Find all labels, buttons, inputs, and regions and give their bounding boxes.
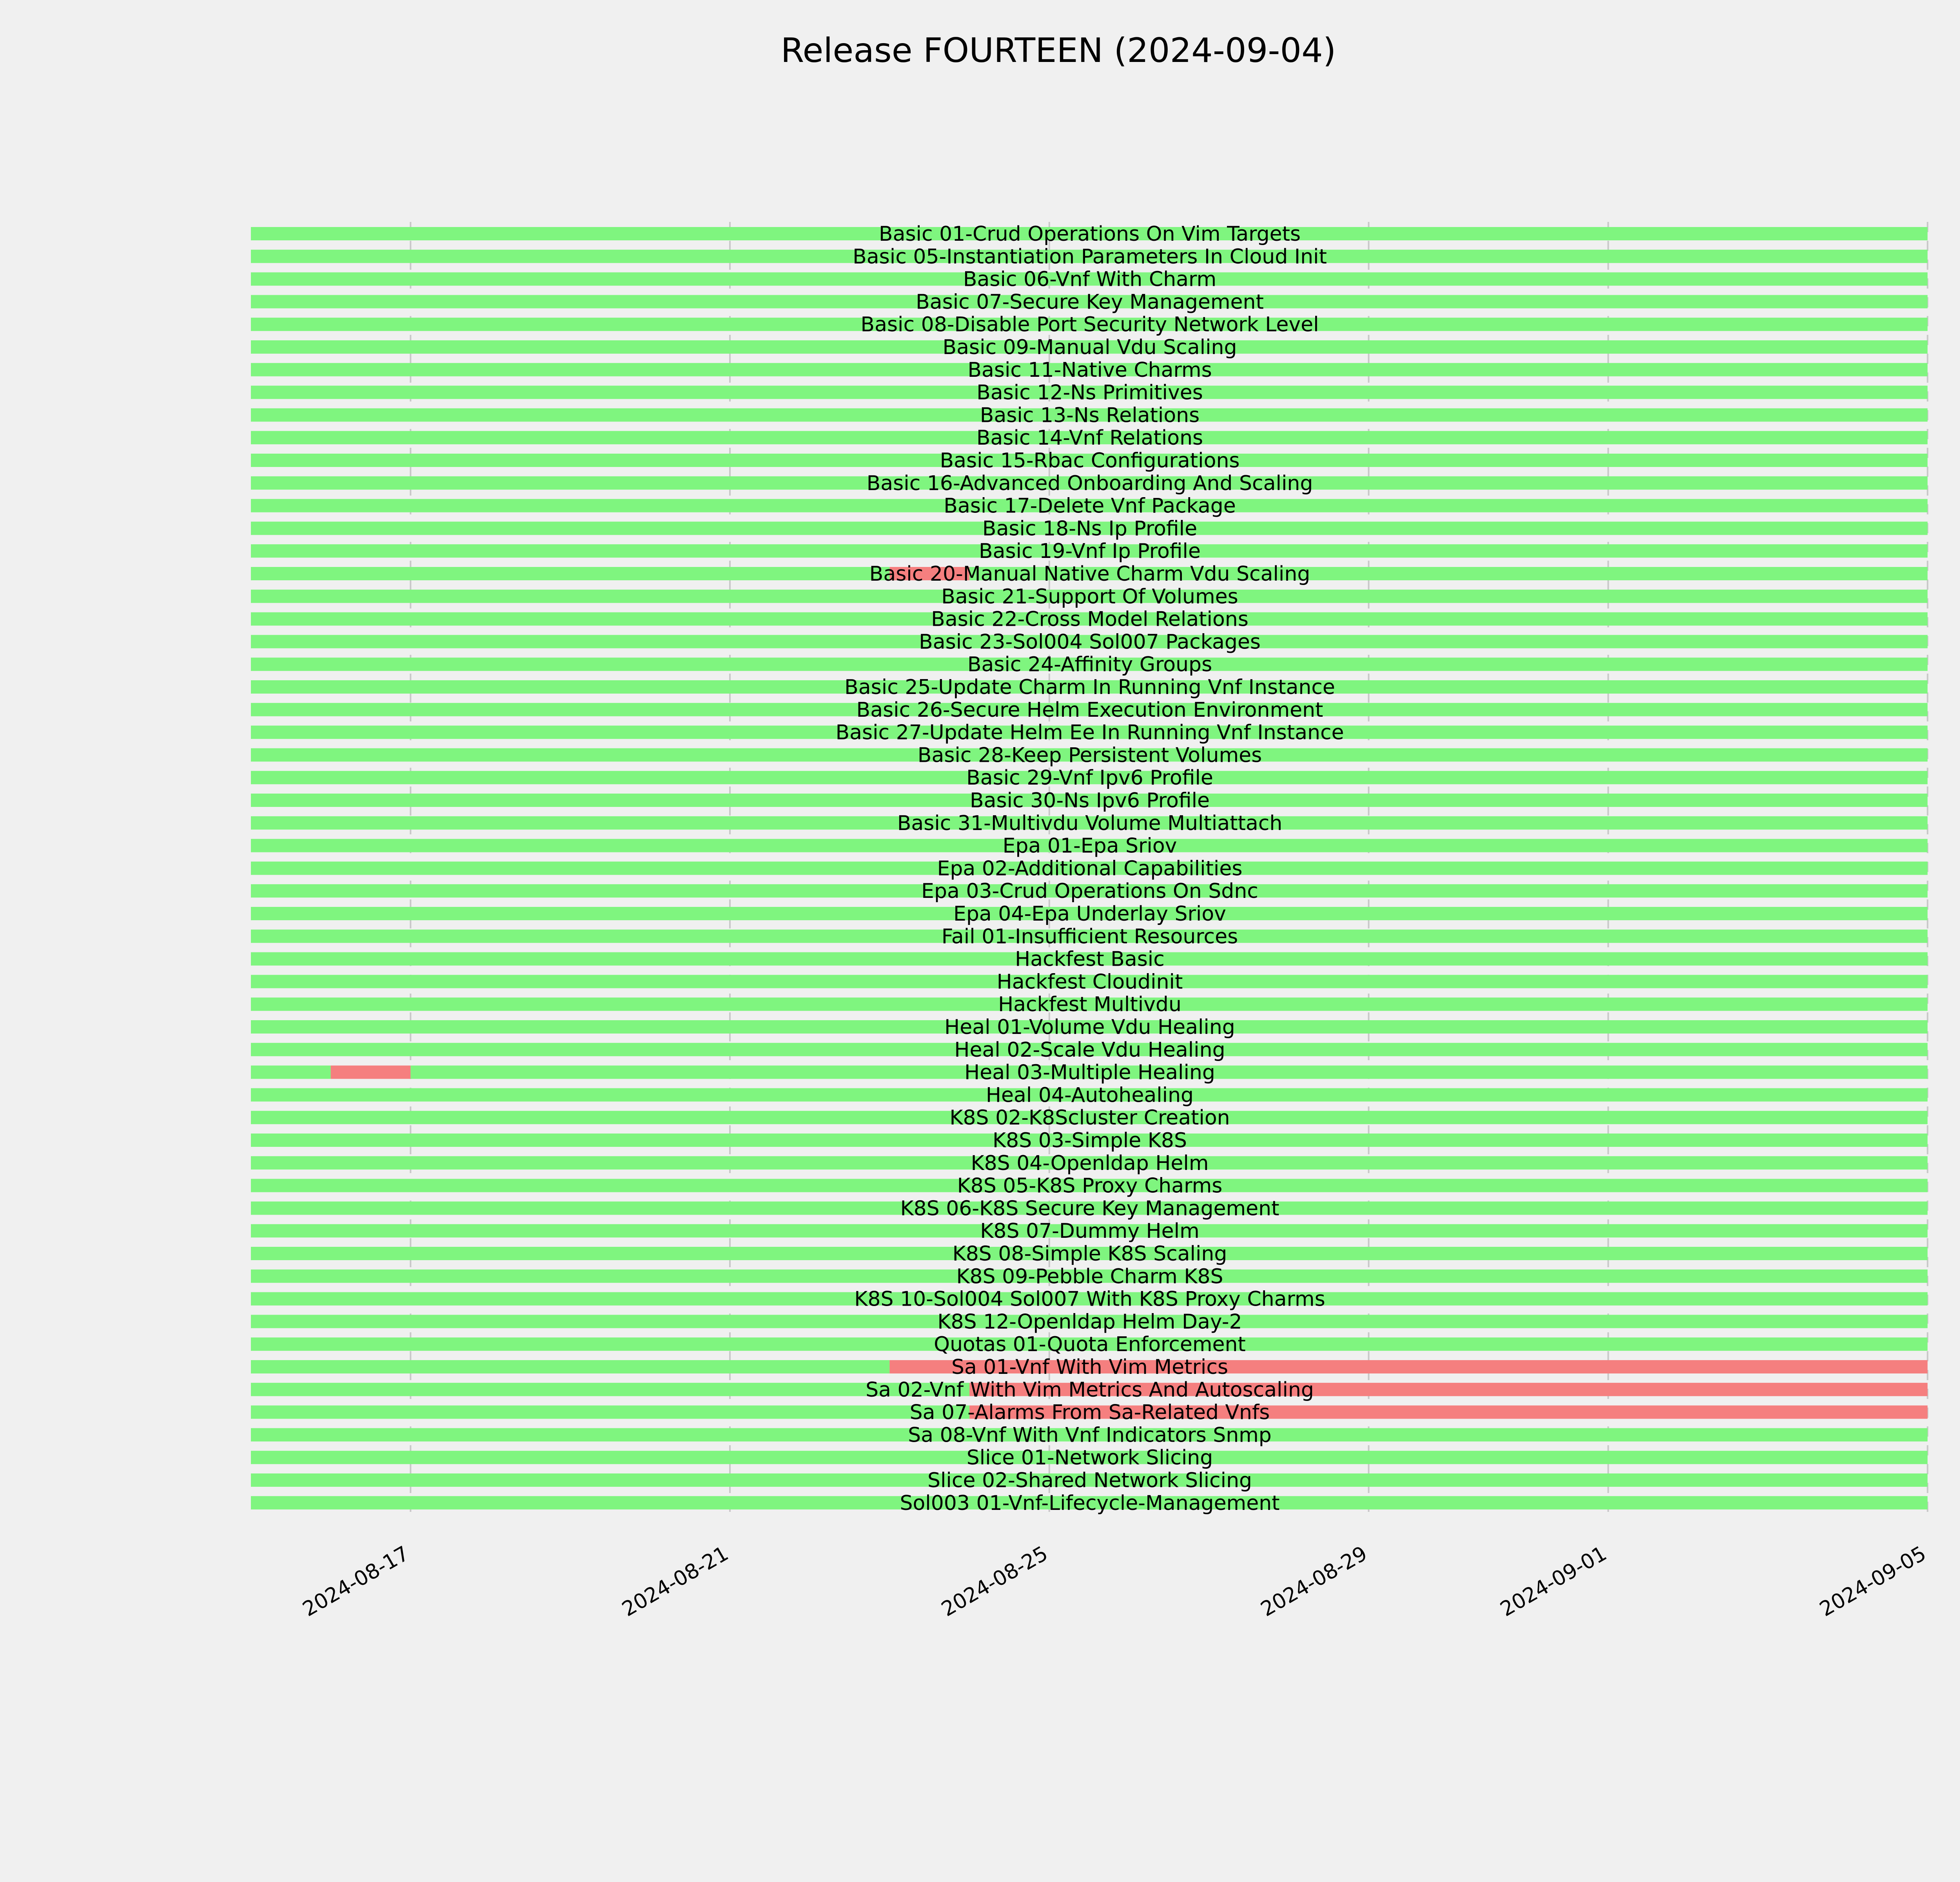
test-label: K8S 07-Dummy Helm	[980, 1219, 1200, 1243]
test-label: Basic 08-Disable Port Security Network Level	[860, 313, 1319, 337]
test-label: Basic 11-Native Charms	[967, 358, 1212, 382]
test-label: Basic 22-Cross Model Relations	[931, 607, 1249, 631]
test-label: Sa 07-Alarms From Sa-Related Vnfs	[909, 1401, 1270, 1424]
test-label: Basic 09-Manual Vdu Scaling	[942, 336, 1237, 359]
x-tick-label: 2024-08-17	[299, 1542, 413, 1622]
test-label: Basic 19-Vnf Ip Profile	[978, 540, 1201, 563]
test-label: Basic 26-Secure Helm Execution Environment	[856, 698, 1323, 722]
test-label: Basic 06-Vnf With Charm	[963, 267, 1217, 291]
test-label: Basic 28-Keep Persistent Volumes	[917, 743, 1262, 767]
test-label: Basic 25-Update Charm In Running Vnf Instance	[844, 676, 1335, 699]
test-label: Epa 02-Additional Capabilities	[937, 857, 1243, 881]
test-label: Basic 15-Rbac Configurations	[940, 449, 1240, 472]
test-label: Epa 01-Epa Sriov	[1002, 834, 1177, 858]
test-label: K8S 05-K8S Proxy Charms	[957, 1174, 1223, 1198]
test-label: Basic 07-Secure Key Management	[916, 290, 1264, 314]
x-tick-label: 2024-09-05	[1816, 1542, 1930, 1622]
test-label: Sol003 01-Vnf-Lifecycle-Management	[900, 1491, 1280, 1515]
test-label: Basic 24-Affinity Groups	[967, 653, 1212, 677]
test-label: Slice 02-Shared Network Slicing	[927, 1469, 1252, 1492]
test-label: K8S 03-Simple K8S	[993, 1129, 1187, 1152]
test-label: Heal 01-Volume Vdu Healing	[944, 1015, 1235, 1039]
test-label: Basic 31-Multivdu Volume Multiattach	[897, 811, 1283, 835]
x-tick-label: 2024-08-29	[1257, 1542, 1371, 1622]
test-label: Epa 03-Crud Operations On Sdnc	[921, 879, 1258, 903]
pass-segment	[251, 567, 889, 580]
test-label: K8S 06-K8S Secure Key Management	[900, 1197, 1279, 1221]
test-label: Slice 01-Network Slicing	[966, 1446, 1213, 1470]
test-label: K8S 09-Pebble Charm K8S	[956, 1264, 1223, 1288]
test-label: Quotas 01-Quota Enforcement	[934, 1333, 1246, 1357]
test-label: K8S 12-Openldap Helm Day-2	[937, 1310, 1242, 1334]
test-label: Basic 23-Sol004 Sol007 Packages	[919, 630, 1261, 654]
test-label: Basic 13-Ns Relations	[980, 403, 1200, 427]
test-label: K8S 08-Simple K8S Scaling	[952, 1242, 1227, 1266]
pass-segment	[251, 1066, 331, 1079]
test-label: Hackfest Basic	[1015, 947, 1165, 971]
test-label: K8S 10-Sol004 Sol007 With K8S Proxy Charms	[854, 1287, 1325, 1311]
test-label: Epa 04-Epa Underlay Sriov	[953, 902, 1226, 926]
test-label: Basic 16-Advanced Onboarding And Scaling	[866, 471, 1313, 495]
test-label: Basic 20-Manual Native Charm Vdu Scaling	[869, 562, 1310, 586]
test-label: Sa 02-Vnf With Vim Metrics And Autoscaling	[866, 1378, 1314, 1402]
test-label: Heal 02-Scale Vdu Healing	[954, 1038, 1225, 1062]
test-label: Basic 18-Ns Ip Profile	[982, 517, 1198, 541]
test-label: Basic 14-Vnf Relations	[976, 426, 1203, 450]
test-label: Sa 08-Vnf With Vnf Indicators Snmp	[908, 1423, 1272, 1447]
test-label: Basic 27-Update Helm Ee In Running Vnf Instance	[835, 721, 1344, 745]
test-label: Fail 01-Insufficient Resources	[941, 925, 1238, 948]
test-label: K8S 02-K8Scluster Creation	[949, 1106, 1230, 1130]
test-label: Basic 21-Support Of Volumes	[941, 585, 1238, 609]
pass-segment	[251, 1383, 969, 1396]
test-label: Basic 29-Vnf Ipv6 Profile	[966, 766, 1213, 790]
x-tick-label: 2024-09-01	[1496, 1542, 1611, 1622]
test-label: Basic 17-Delete Vnf Package	[944, 494, 1236, 518]
pass-segment	[251, 1360, 889, 1373]
x-tick-label: 2024-08-25	[937, 1542, 1052, 1622]
test-label: Basic 12-Ns Primitives	[976, 381, 1203, 405]
test-label: K8S 04-Openldap Helm	[971, 1151, 1209, 1175]
pass-segment	[251, 1406, 969, 1419]
test-label: Basic 01-Crud Operations On Vim Targets	[878, 222, 1301, 246]
test-label: Heal 04-Autohealing	[985, 1083, 1194, 1107]
test-label: Sa 01-Vnf With Vim Metrics	[951, 1355, 1229, 1379]
test-label: Basic 30-Ns Ipv6 Profile	[969, 789, 1210, 812]
chart-title: Release FOURTEEN (2024-09-04)	[780, 31, 1336, 70]
test-label: Hackfest Multivdu	[998, 993, 1181, 1017]
test-label: Heal 03-Multiple Healing	[964, 1061, 1215, 1085]
x-tick-label: 2024-08-21	[618, 1542, 733, 1622]
fail-segment	[331, 1066, 411, 1079]
test-label: Hackfest Cloudinit	[996, 970, 1183, 994]
test-label: Basic 05-Instantiation Parameters In Cloud Init	[853, 245, 1327, 269]
